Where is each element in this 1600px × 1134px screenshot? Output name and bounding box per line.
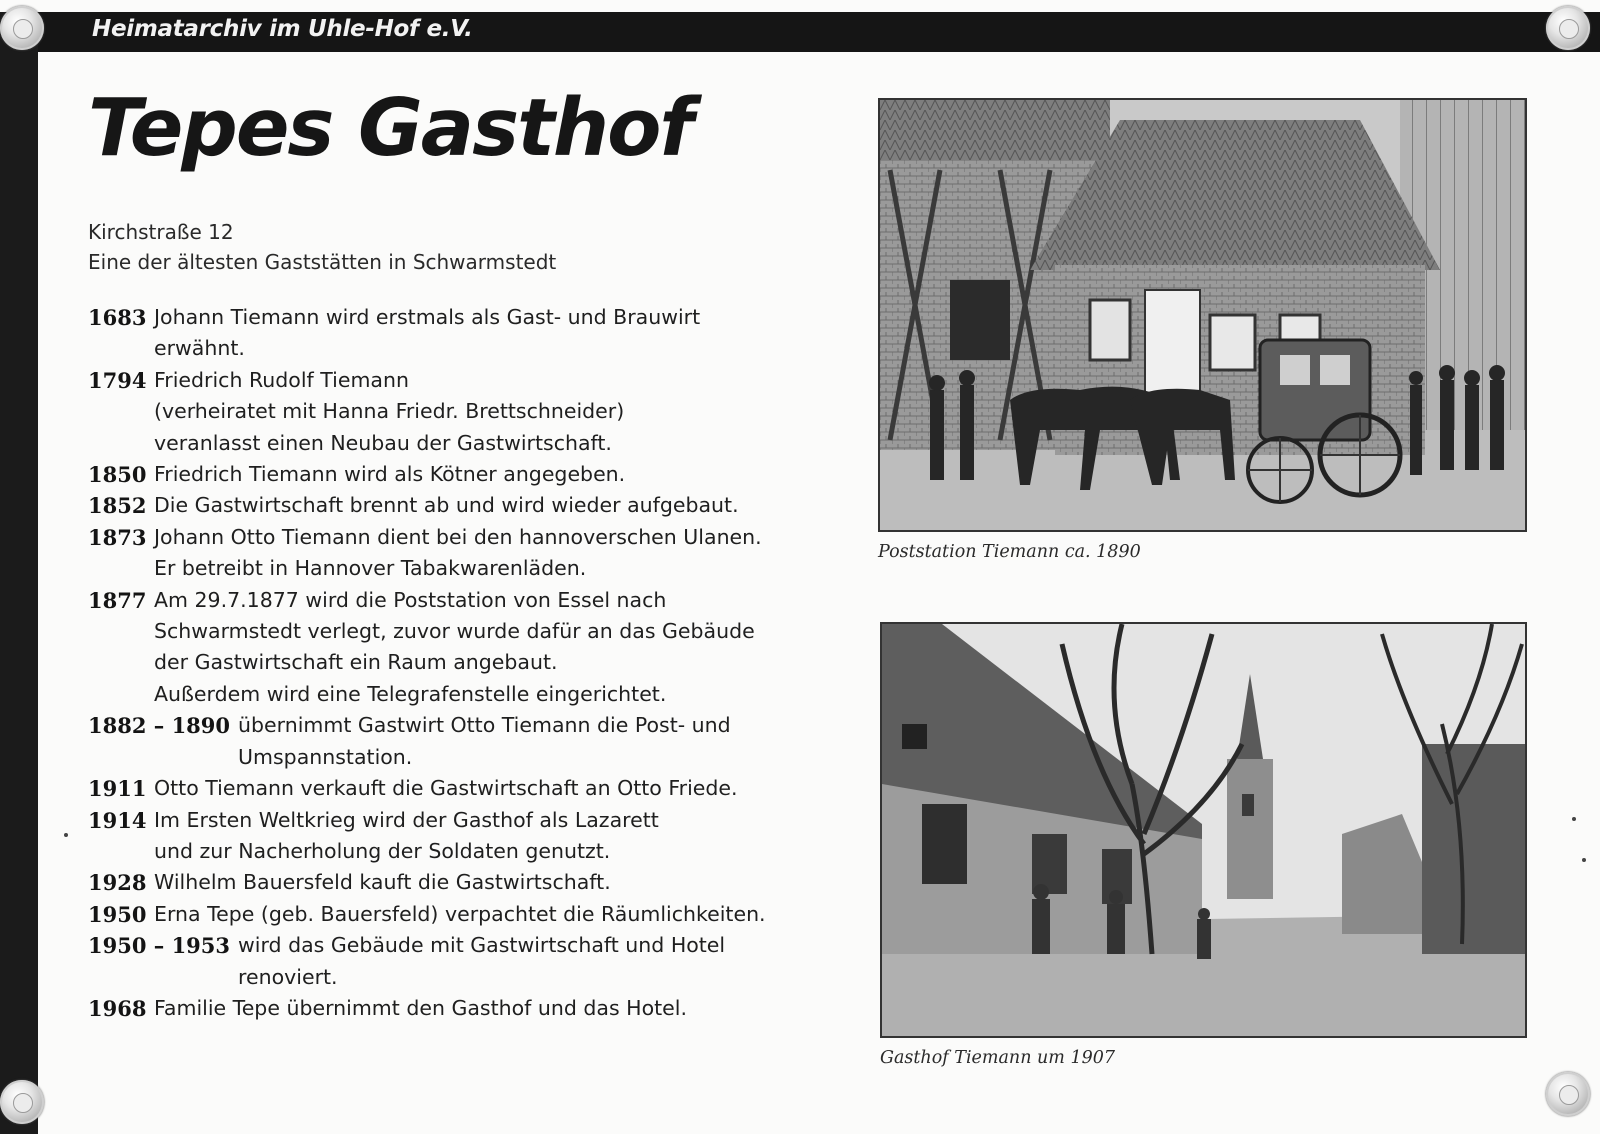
timeline-text-line: Friedrich Rudolf Tiemann [154,367,409,392]
timeline-entry [88,585,848,711]
timeline-text [154,522,762,585]
timeline-entry [88,930,848,993]
timeline-year: 1877 [88,587,147,613]
timeline-text-line: und zur Nacherholung der Soldaten genutzt. [154,838,611,863]
timeline [88,302,848,1024]
timeline-year: 1950 [88,901,147,927]
timeline-entry [88,522,848,585]
photo-caption-poststation: Poststation Tiemann ca. 1890 [878,542,1141,562]
timeline-year: 1882 – 1890 [88,713,231,739]
timeline-text [154,773,738,804]
timeline-text [154,805,659,868]
left-border-bar [0,12,38,1134]
timeline-text-line: der Gastwirtschaft ein Raum angebaut. [154,650,558,675]
timeline-text-line: veranlasst einen Neubau der Gastwirtschaft. [154,430,612,455]
scan-speck [1572,817,1576,821]
timeline-text-line: Erna Tepe (geb. Bauersfeld) verpachtet die Räumlichkeiten. [154,901,766,926]
timeline-text-line: übernimmt Gastwirt Otto Tiemann die Post- und [238,713,731,738]
address: Kirchstraße 12 [88,220,234,244]
timeline-text-line: wird das Gebäude mit Gastwirtschaft und Hotel [238,933,726,958]
photo-gasthof-street [880,622,1527,1038]
timeline-text [154,899,766,930]
timeline-entry [88,490,848,521]
timeline-text-line: Die Gastwirtschaft brennt ab und wird wieder aufgebaut. [154,493,739,518]
timeline-text [154,365,624,459]
timeline-year: 1950 – 1953 [88,933,231,959]
timeline-text [154,490,739,521]
scan-speck [64,833,68,837]
corner-screw-icon [1546,1072,1590,1116]
timeline-year: 1852 [88,493,147,519]
timeline-text-line: Otto Tiemann verkauft die Gastwirtschaft an Otto Friede. [154,776,738,801]
timeline-text [154,993,687,1024]
timeline-entry [88,899,848,930]
organization-name: Heimatarchiv im Uhle-Hof e.V. [92,16,473,42]
timeline-entry [88,365,848,459]
timeline-text [154,302,700,365]
timeline-year: 1911 [88,776,147,802]
corner-screw-icon [0,6,44,50]
timeline-text-line: Schwarmstedt verlegt, zuvor wurde dafür an das Gebäude [154,619,755,644]
photo-poststation-image [880,100,1525,530]
timeline-text-line: Friedrich Tiemann wird als Kötner angegeben. [154,462,626,487]
timeline-text [154,459,625,490]
timeline-year: 1968 [88,995,147,1021]
timeline-text [154,585,755,711]
timeline-entry [88,302,848,365]
timeline-text-line: Im Ersten Weltkrieg wird der Gasthof als Lazarett [154,807,659,832]
timeline-text-line: Am 29.7.1877 wird die Poststation von Essel nach [154,587,667,612]
timeline-text-line: Außerdem wird eine Telegrafenstelle eingerichtet. [154,681,667,706]
timeline-text-line: Wilhelm Bauersfeld kauft die Gastwirtschaft. [154,870,611,895]
subtitle: Eine der ältesten Gaststätten in Schwarmstedt [88,250,557,274]
timeline-text-line: Johann Otto Tiemann dient bei den hannoverschen Ulanen. [154,524,762,549]
timeline-text [238,930,725,993]
timeline-text-line: renoviert. [238,964,338,989]
timeline-text-line: Familie Tepe übernimmt den Gasthof und das Hotel. [154,995,687,1020]
timeline-entry [88,867,848,898]
timeline-entry [88,773,848,804]
timeline-year: 1914 [88,807,147,833]
photo-poststation [878,98,1527,532]
timeline-entry [88,993,848,1024]
photo-caption-gasthof: Gasthof Tiemann um 1907 [880,1048,1115,1068]
photo-gasthof-street-image [882,624,1525,1036]
scan-speck [1582,858,1586,862]
timeline-year: 1850 [88,462,147,488]
timeline-entry [88,710,848,773]
timeline-text-line: erwähnt. [154,336,245,361]
timeline-entry [88,459,848,490]
corner-screw-icon [1546,6,1590,50]
timeline-text [154,867,611,898]
corner-screw-icon [0,1080,44,1124]
timeline-year: 1794 [88,367,147,393]
timeline-year: 1683 [88,305,147,330]
timeline-text-line: (verheiratet mit Hanna Friedr. Brettschneider) [154,399,625,424]
timeline-text-line: Johann Tiemann wird erstmals als Gast- und Brauwirt [154,305,701,329]
page-title: Tepes Gasthof [88,82,692,174]
timeline-text-line: Er betreibt in Hannover Tabakwarenläden. [154,556,587,581]
timeline-year: 1928 [88,870,147,896]
timeline-text-line: Umspannstation. [238,744,413,769]
timeline-text [238,710,731,773]
timeline-entry [88,805,848,868]
timeline-year: 1873 [88,524,147,550]
